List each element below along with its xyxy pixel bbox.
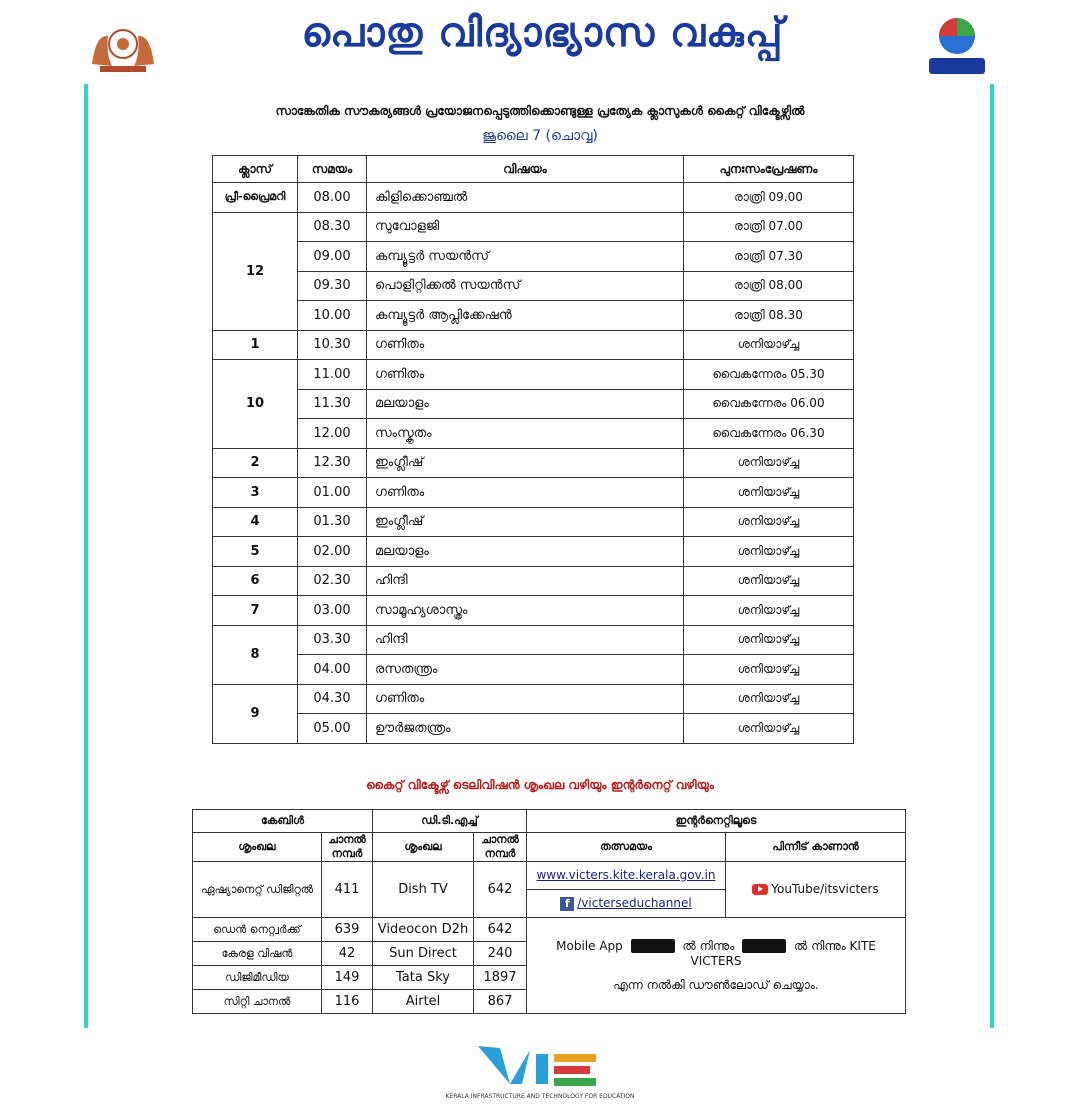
app-store-icon[interactable] [742,939,786,953]
rerun-cell: ശനിയാഴ്ച്ച [684,684,854,714]
cable-channel-no: 411 [322,862,373,918]
time-cell: 08.30 [298,212,367,242]
subject-cell: ഗണിതം [367,330,684,360]
schedule-row [213,242,854,272]
time-cell: 10.30 [298,330,367,360]
dth-network: Sun Direct [373,942,474,966]
kite-caption: KERALA INFRASTRUCTURE AND TECHNOLOGY FOR EDUCATION [445,1093,635,1100]
cable-channel-no: 639 [322,918,373,942]
rerun-cell: ശനിയാഴ്ച്ച [684,507,854,537]
mobile-app-suffix: ൽ നിന്നും KITE VICTERS [690,938,876,968]
class-cell: 2 [213,448,298,478]
time-cell: 11.30 [298,389,367,419]
class-cell: 4 [213,507,298,537]
rerun-cell: വൈകന്നേരം 06.00 [684,389,854,419]
mobile-app-cell [527,918,906,1014]
schedule-row [213,330,854,360]
subject-cell: ഹിന്ദി [367,625,684,655]
time-cell: 08.00 [298,183,367,213]
subject-cell: സാമൂഹ്യശാസ്ത്രം [367,596,684,626]
rerun-cell: രാത്രി 07.00 [684,212,854,242]
later-header: പിന്നീട് കാണാൻ [726,833,906,862]
col-rerun: പുനഃസംപ്രേഷണം [684,156,854,183]
class-cell: 12 [213,212,298,330]
subject-cell: പൊളിറ്റിക്കൽ സയൻസ് [367,271,684,301]
time-cell: 01.30 [298,507,367,537]
channel-row [193,918,906,942]
channel-group-header-row [193,810,906,833]
time-cell: 09.00 [298,242,367,272]
subject-cell: ഊർജതന്ത്രം [367,714,684,744]
internet-header: ഇന്റർനെറ്റിലൂടെ [527,810,906,833]
dth-channel-no: 642 [474,862,527,918]
class-cell: 8 [213,625,298,684]
cable-network: ഏഷ്യാനെറ്റ് ഡിജിറ്റൽ [193,862,322,918]
rerun-cell: ശനിയാഴ്ച്ച [684,566,854,596]
time-cell: 10.00 [298,301,367,331]
time-cell: 01.00 [298,478,367,508]
schedule-row [213,684,854,714]
time-cell: 03.30 [298,625,367,655]
dth-channel-no: 240 [474,942,527,966]
time-cell: 04.00 [298,655,367,685]
class-cell: 9 [213,684,298,743]
mobile-app-label: Mobile App [556,938,623,953]
mobile-app-mid: ൽ നിന്നും [682,938,735,953]
cable-channel-no: 149 [322,966,373,990]
schedule-body [213,183,854,744]
rerun-cell: ശനിയാഴ്ച്ച [684,596,854,626]
schedule-row [213,655,854,685]
rerun-cell: ശനിയാഴ്ച്ച [684,537,854,567]
rerun-cell: ശനിയാഴ്ച്ച [684,625,854,655]
subject-cell: സുവോളജി [367,212,684,242]
cable-network: കേരള വിഷൻ [193,942,322,966]
schedule-title: സാങ്കേതിക സൗകര്യങ്ങൾ പ്രയോജനപ്പെടുത്തിക്കൊണ്ടുള്ള പ്രത്യേക ക്ലാസുകൾ കൈറ്റ് വിക്ടേഴ്സിൽ [275,104,805,118]
schedule-row [213,183,854,213]
dth-channel-no: 867 [474,990,527,1014]
facebook-link[interactable]: /victerseduchannel [577,896,692,910]
schedule-row [213,625,854,655]
dth-network: Dish TV [373,862,474,918]
kerala-emblem-icon [86,14,160,80]
col-class: ക്ലാസ് [213,156,298,183]
cable-network: ഡെൻ നെറ്റ്വർക്ക് [193,918,322,942]
schedule-row [213,212,854,242]
facebook-icon: f [560,897,574,911]
rerun-cell: ശനിയാഴ്ച്ച [684,655,854,685]
schedule-row [213,714,854,744]
cable-network: സിറ്റി ചാനൽ [193,990,322,1014]
schedule-row [213,507,854,537]
cable-network-header: ശൃംഖല [193,833,322,862]
schedule-row [213,448,854,478]
subject-cell: ഗണിതം [367,360,684,390]
subject-cell: രസതന്ത്രം [367,655,684,685]
class-cell: 10 [213,360,298,449]
class-cell: 7 [213,596,298,626]
time-cell: 02.30 [298,566,367,596]
later-links [726,862,906,918]
cable-header: കേബിൾ [193,810,373,833]
rerun-cell: രാത്രി 07.30 [684,242,854,272]
class-cell: 5 [213,537,298,567]
kite-logo-icon [445,1040,635,1112]
cable-channel-no: 42 [322,942,373,966]
time-cell: 12.00 [298,419,367,449]
time-cell: 11.00 [298,360,367,390]
subject-cell: മലയാളം [367,537,684,567]
rerun-cell: വൈകന്നേരം 06.30 [684,419,854,449]
rerun-cell: രാത്രി 08.30 [684,301,854,331]
rerun-cell: രാത്രി 08.00 [684,271,854,301]
rerun-cell: ശനിയാഴ്ച്ച [684,478,854,508]
schedule-header-row [213,156,854,183]
schedule-row [213,389,854,419]
time-cell: 04.30 [298,684,367,714]
schedule-date: ജൂലൈ 7 (ചൊവ്വ) [482,128,598,144]
live-links [527,862,726,918]
dth-network: Airtel [373,990,474,1014]
cable-channel-no: 116 [322,990,373,1014]
rerun-cell: ശനിയാഴ്ച്ച [684,448,854,478]
subject-cell: ഗണിതം [367,478,684,508]
class-cell: 1 [213,330,298,360]
channel-sub-header-row [193,833,906,862]
broadcast-via-text: കൈറ്റ് വിക്ടേഴ്സ് ടെലിവിഷൻ ശൃംഖല വഴിയും ഇന്റർനെറ്റ് വഴിയും [366,778,714,792]
channel-row [193,862,906,918]
subject-cell: മലയാളം [367,389,684,419]
schedule-row [213,537,854,567]
pothu-vidyabhyasa-logo-icon [917,14,995,78]
dth-header: ഡി.ടി.എച്ച് [373,810,527,833]
col-subject: വിഷയം [367,156,684,183]
mobile-app-line2: എന്ന നൽകി ഡൗൺലോഡ് ചെയ്യാം. [613,977,819,992]
class-cell: 6 [213,566,298,596]
time-cell: 09.30 [298,271,367,301]
rerun-cell: ശനിയാഴ്ച്ച [684,330,854,360]
subject-cell: സംസ്കൃതം [367,419,684,449]
subject-cell: ഇംഗ്ലീഷ് [367,507,684,537]
cable-network: ഡിജിമീഡിയ [193,966,322,990]
subject-cell: കമ്പ്യൂട്ടർ ആപ്ലിക്കേഷൻ [367,301,684,331]
schedule-row [213,566,854,596]
website-link[interactable]: www.victers.kite.kerala.gov.in [536,868,716,882]
dth-network: Tata Sky [373,966,474,990]
schedule-table [212,155,854,744]
dth-network: Videocon D2h [373,918,474,942]
rerun-cell: രാത്രി 09.00 [684,183,854,213]
schedule-row [213,301,854,331]
schedule-row [213,271,854,301]
time-cell: 05.00 [298,714,367,744]
dth-network-header: ശൃംഖല [373,833,474,862]
class-cell: 3 [213,478,298,508]
live-header: തത്സമയം [527,833,726,862]
page-header [0,0,1080,82]
youtube-icon [752,884,768,895]
department-title: പൊതു വിദ്യാഭ്യാസ വകുപ്പ് [301,10,784,56]
class-cell: പ്രീ-പ്രൈമറി [213,183,298,213]
schedule-row [213,596,854,626]
youtube-link[interactable]: YouTube/itsvicters [771,882,879,896]
time-cell: 02.00 [298,537,367,567]
google-play-icon[interactable] [631,939,675,953]
dth-channel-no: 1897 [474,966,527,990]
subject-cell: കിളിക്കൊഞ്ചൽ [367,183,684,213]
schedule-row [213,360,854,390]
subject-cell: ഇംഗ്ലീഷ് [367,448,684,478]
channel-table [192,809,906,1014]
time-cell: 03.00 [298,596,367,626]
cable-channel-no-header: ചാനൽ നമ്പർ [322,833,373,862]
dth-channel-no: 642 [474,918,527,942]
rerun-cell: ശനിയാഴ്ച്ച [684,714,854,744]
col-time: സമയം [298,156,367,183]
subject-cell: കമ്പ്യൂട്ടർ സയൻസ് [367,242,684,272]
subject-cell: ഹിന്ദി [367,566,684,596]
subject-cell: ഗണിതം [367,684,684,714]
schedule-row [213,478,854,508]
rerun-cell: വൈകന്നേരം 05.30 [684,360,854,390]
schedule-row [213,419,854,449]
dth-channel-no-header: ചാനൽ നമ്പർ [474,833,527,862]
time-cell: 12.30 [298,448,367,478]
